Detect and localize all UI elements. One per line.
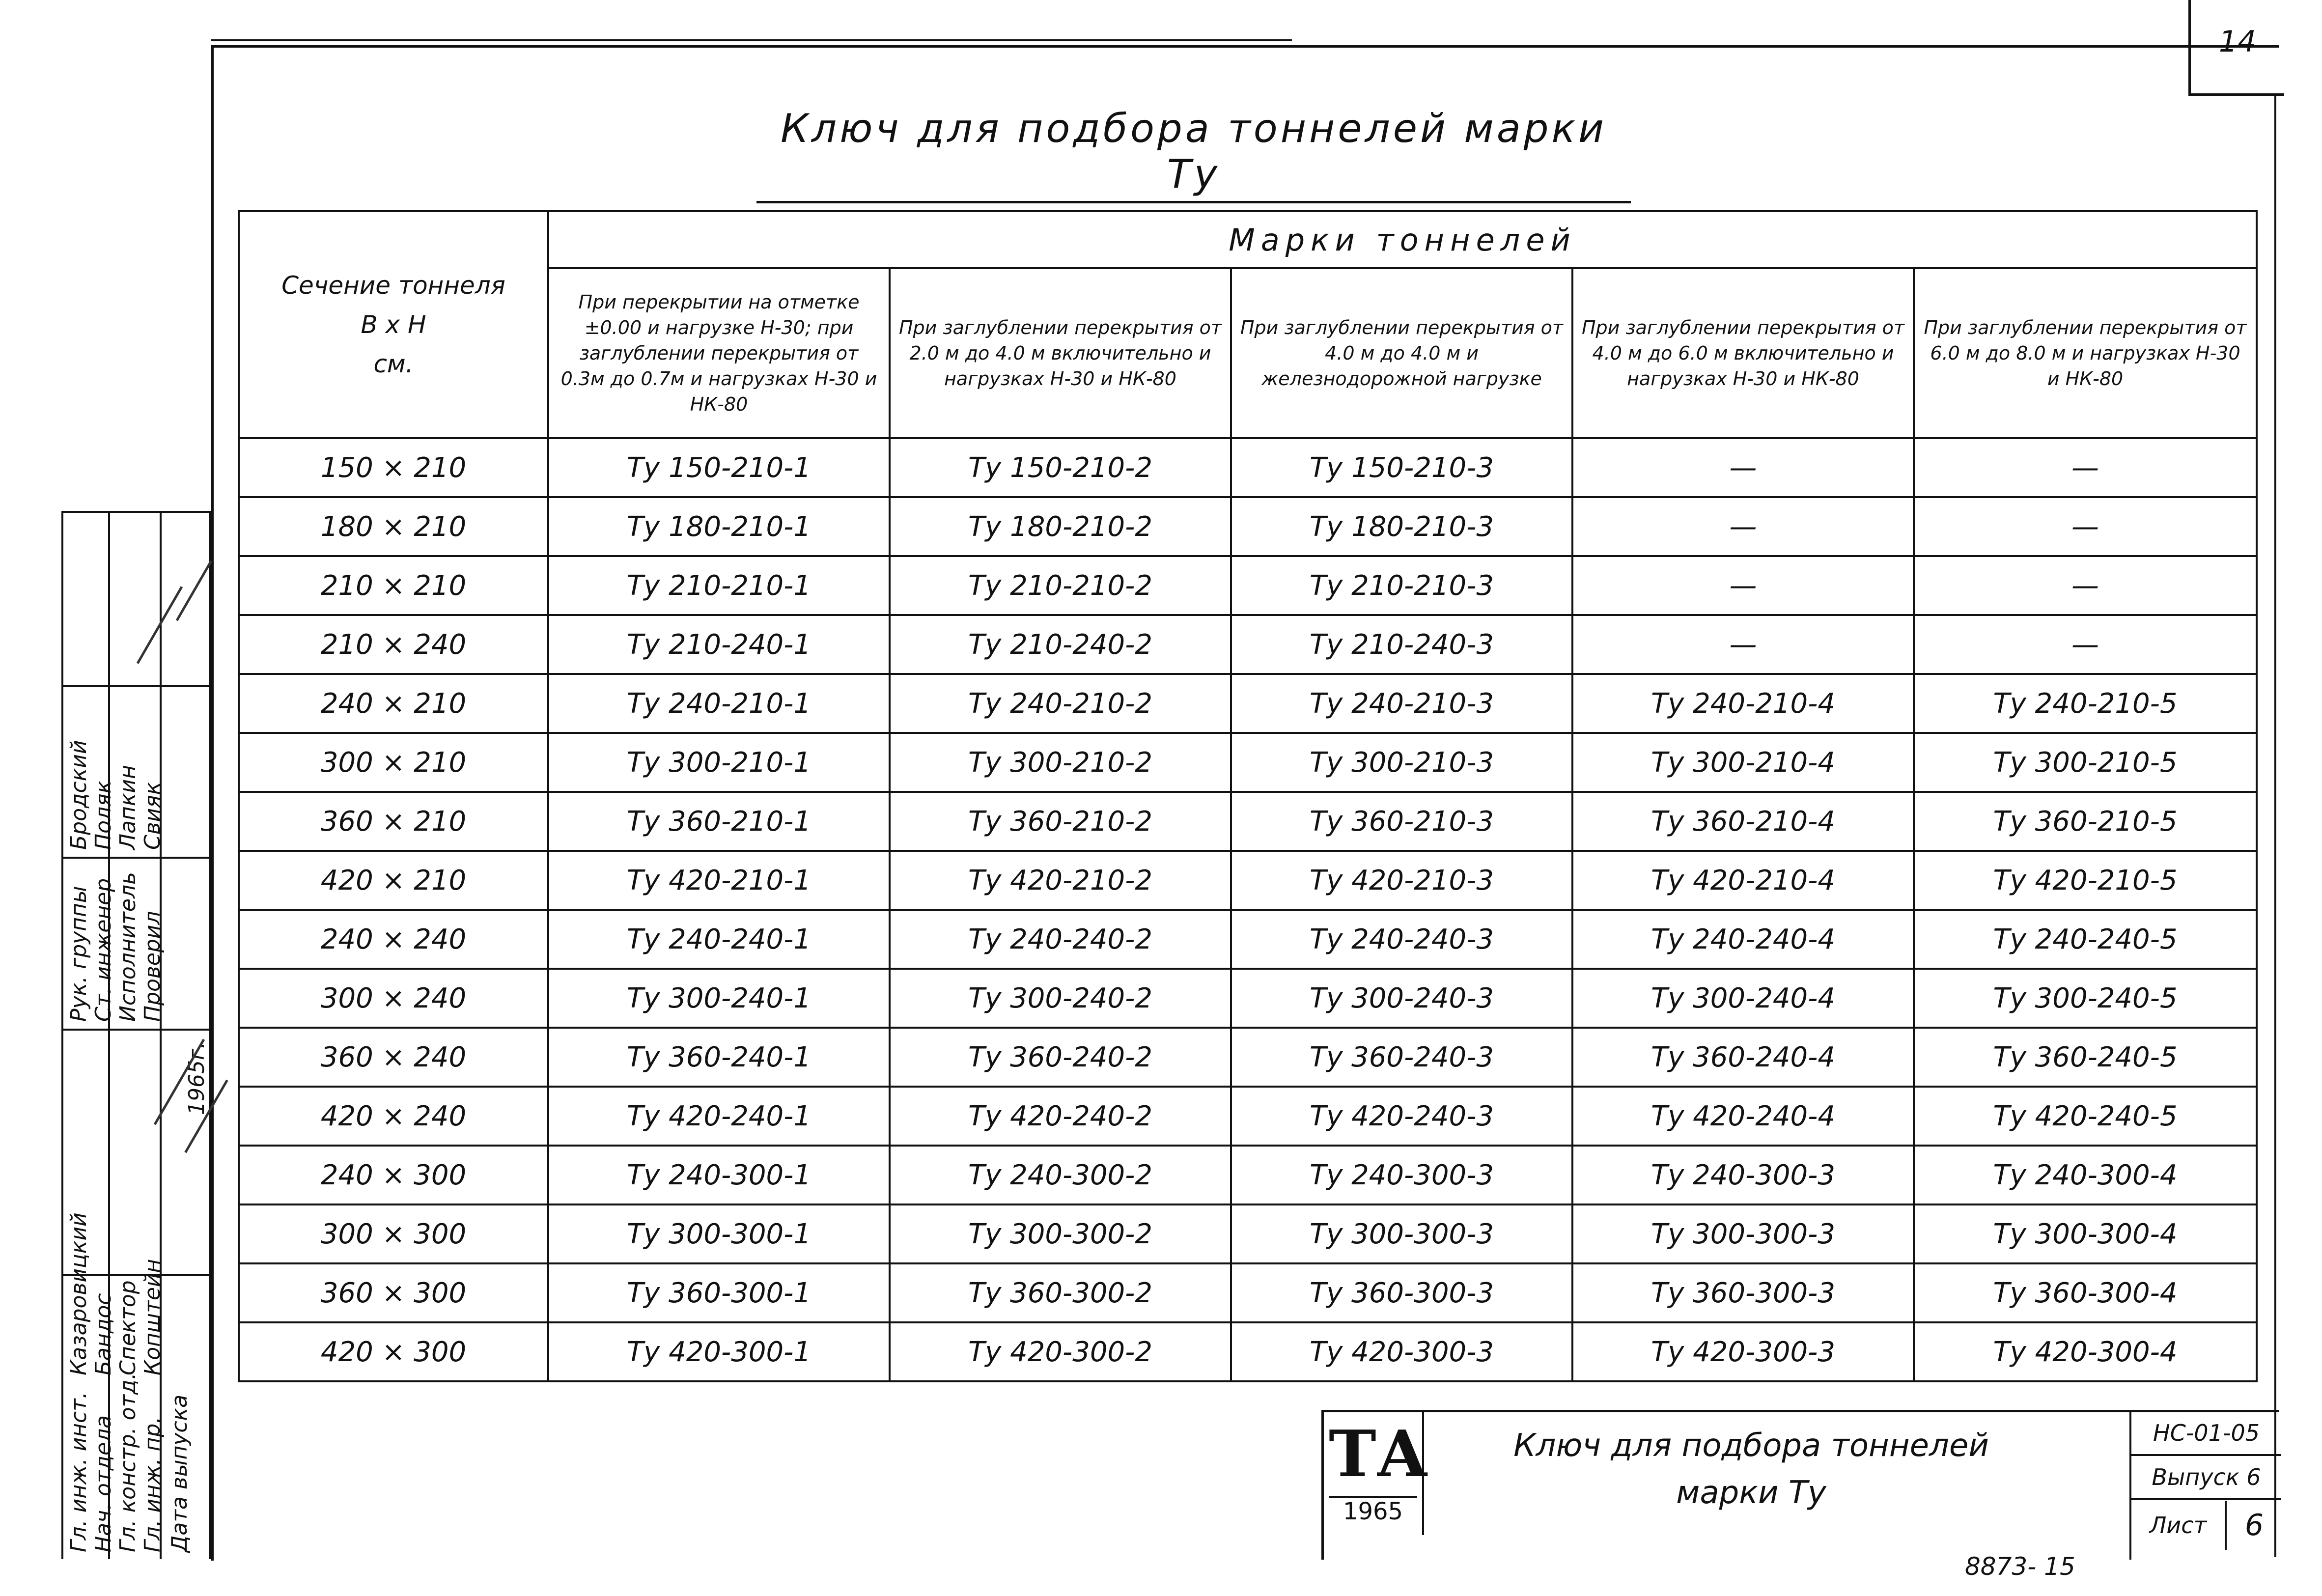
tunnel-mark-cell: Ту 360-210-3 [1231, 792, 1572, 851]
sidebar-date-label: Дата выпуска [167, 1394, 192, 1552]
section-size-cell: 210 × 210 [239, 556, 548, 615]
title-block [1321, 1410, 2279, 1560]
sidebar-row-line [61, 857, 211, 859]
sidebar-name-5: Казаровицкий [66, 1212, 91, 1375]
table-row [239, 556, 2257, 615]
tunnel-mark-cell: — [1914, 556, 2257, 615]
tunnel-mark-cell: Ту 210-240-2 [890, 615, 1231, 674]
tunnel-mark-cell: — [1572, 615, 1914, 674]
section-size-cell: 300 × 240 [239, 969, 548, 1028]
tunnel-mark-cell: Ту 300-210-5 [1914, 733, 2257, 792]
tunnel-mark-cell: Ту 210-240-1 [548, 615, 890, 674]
tunnel-mark-cell: Ту 240-210-1 [548, 674, 890, 733]
table-row [239, 1087, 2257, 1146]
section-size-cell: 180 × 210 [239, 497, 548, 556]
tunnel-mark-cell: Ту 240-240-3 [1231, 910, 1572, 969]
tunnel-mark-cell: Ту 360-210-1 [548, 792, 890, 851]
table-row [239, 792, 2257, 851]
institute-logo [1324, 1412, 1428, 1535]
section-size-cell: 360 × 240 [239, 1028, 548, 1087]
tunnel-mark-cell: Ту 210-210-1 [548, 556, 890, 615]
sidebar-role-5: Гл. инж. инст. [66, 1392, 91, 1552]
tunnel-mark-cell: — [1914, 497, 2257, 556]
sidebar-role-8: Гл. инж. пр. [140, 1416, 165, 1552]
tunnel-mark-cell: Ту 240-300-1 [548, 1146, 890, 1204]
sidebar-name-7: Спектор [115, 1280, 140, 1375]
tunnel-mark-cell: Ту 240-240-4 [1572, 910, 1914, 969]
tunnel-mark-cell: Ту 240-300-3 [1572, 1146, 1914, 1204]
tunnel-mark-cell: Ту 360-240-3 [1231, 1028, 1572, 1087]
section-size-cell: 420 × 300 [239, 1322, 548, 1381]
title-block-title-line2: марки Ту [1676, 1475, 1826, 1511]
tunnel-mark-cell: Ту 300-240-2 [890, 969, 1231, 1028]
tunnel-mark-cell: Ту 240-210-5 [1914, 674, 2257, 733]
col-header-mark-1: При перекрытии на отметке ±0.00 и нагрузке Н-30; при заглублении перекрытия от 0.3м до 0.7м и нагрузках Н-30 и НК-80 [548, 268, 890, 438]
sidebar-name-1: Бродский [66, 740, 91, 850]
tunnel-mark-cell: Ту 300-300-2 [890, 1204, 1231, 1263]
tunnel-mark-cell: Ту 300-210-1 [548, 733, 890, 792]
issue-number: Выпуск 6 [2131, 1456, 2281, 1500]
sidebar-name-6: Бандос [91, 1293, 116, 1375]
tunnel-mark-cell: Ту 420-240-5 [1914, 1087, 2257, 1146]
section-size-cell: 150 × 210 [239, 438, 548, 497]
sidebar-row-line [61, 685, 211, 687]
footer-number: 8873- 15 [1965, 1552, 2075, 1581]
tunnel-mark-cell: — [1572, 438, 1914, 497]
tunnel-mark-cell: Ту 300-240-4 [1572, 969, 1914, 1028]
logo-mark: ТА [1329, 1416, 1428, 1491]
table-row [239, 1322, 2257, 1381]
table-row [239, 438, 2257, 497]
table-row [239, 1204, 2257, 1263]
tunnel-mark-cell: Ту 420-210-2 [890, 851, 1231, 910]
table-row [239, 1263, 2257, 1322]
tunnel-mark-cell: Ту 300-300-3 [1231, 1204, 1572, 1263]
tunnel-mark-cell: Ту 360-300-2 [890, 1263, 1231, 1322]
table-row [239, 1028, 2257, 1087]
sidebar-col-line [160, 513, 162, 1559]
tunnel-mark-cell: Ту 300-300-1 [548, 1204, 890, 1263]
tunnel-mark-cell: Ту 300-240-1 [548, 969, 890, 1028]
sidebar-name-8: Копштейн [140, 1259, 165, 1375]
tunnel-mark-cell: Ту 360-210-4 [1572, 792, 1914, 851]
col-header-section-line2: В х Н [361, 310, 426, 339]
sheet-value: 6 [2244, 1508, 2264, 1542]
col-header-mark-2: При заглублении перекрытия от 2.0 м до 4.0 м включительно и нагрузках Н-30 и НК-80 [890, 268, 1231, 438]
section-size-cell: 420 × 240 [239, 1087, 548, 1146]
tunnel-mark-cell: Ту 180-210-1 [548, 497, 890, 556]
tunnel-mark-cell: Ту 240-210-4 [1572, 674, 1914, 733]
tunnel-mark-cell: Ту 210-240-3 [1231, 615, 1572, 674]
table-row [239, 851, 2257, 910]
table-row [239, 497, 2257, 556]
sidebar-col-line [61, 513, 63, 1559]
tunnel-mark-cell: Ту 150-210-1 [548, 438, 890, 497]
tunnel-mark-cell: Ту 420-240-4 [1572, 1087, 1914, 1146]
section-size-cell: 240 × 300 [239, 1146, 548, 1204]
tunnel-mark-cell: Ту 210-210-2 [890, 556, 1231, 615]
section-size-cell: 420 × 210 [239, 851, 548, 910]
sidebar-name-2: Поляк [91, 780, 116, 850]
tunnel-mark-cell: Ту 300-240-5 [1914, 969, 2257, 1028]
tunnel-mark-cell: Ту 240-240-2 [890, 910, 1231, 969]
header-row-group [239, 211, 2257, 268]
tunnel-mark-cell: Ту 300-300-4 [1914, 1204, 2257, 1263]
tunnel-mark-cell: Ту 150-210-2 [890, 438, 1231, 497]
table-row [239, 969, 2257, 1028]
sidebar-role-4: Проверил [140, 911, 165, 1022]
sidebar-role-6: Нач. отдела [91, 1415, 116, 1552]
right-border-line [2274, 93, 2276, 1557]
section-size-cell: 360 × 300 [239, 1263, 548, 1322]
tunnel-mark-cell: Ту 240-240-5 [1914, 910, 2257, 969]
tunnel-mark-cell: Ту 300-210-4 [1572, 733, 1914, 792]
tunnel-mark-cell: Ту 360-300-1 [548, 1263, 890, 1322]
sheet-number-box: 14 [2188, 0, 2284, 96]
sidebar-role-3: Исполнитель [115, 871, 140, 1022]
section-size-cell: 300 × 300 [239, 1204, 548, 1263]
table-row [239, 674, 2257, 733]
tunnel-mark-cell: Ту 360-300-3 [1231, 1263, 1572, 1322]
tunnel-mark-cell: Ту 420-300-4 [1914, 1322, 2257, 1381]
tunnel-mark-cell: Ту 240-300-4 [1914, 1146, 2257, 1204]
tunnel-key-table [238, 210, 2258, 1382]
section-size-cell: 240 × 210 [239, 674, 548, 733]
tunnel-mark-cell: Ту 240-210-3 [1231, 674, 1572, 733]
col-header-section-line1: Сечение тоннеля [281, 271, 505, 300]
tunnel-mark-cell: Ту 240-240-1 [548, 910, 890, 969]
tunnel-mark-cell: — [1914, 438, 2257, 497]
tunnel-mark-cell: Ту 360-240-1 [548, 1028, 890, 1087]
col-header-mark-4: При заглублении перекрытия от 4.0 м до 6.0 м включительно и нагрузках Н-30 и НК-80 [1572, 268, 1914, 438]
title-block-title [1437, 1422, 2066, 1516]
tunnel-mark-cell: Ту 360-210-5 [1914, 792, 2257, 851]
tunnel-mark-cell: Ту 420-300-3 [1572, 1322, 1914, 1381]
col-header-mark-5: При заглублении перекрытия от 6.0 м до 8.0 м и нагрузках Н-30 и НК-80 [1914, 268, 2257, 438]
tunnel-mark-cell: Ту 180-210-3 [1231, 497, 1572, 556]
tunnel-mark-cell: Ту 180-210-2 [890, 497, 1231, 556]
page-title: Ключ для подбора тоннелей марки Ту [756, 106, 1631, 203]
sidebar-row-line [61, 1029, 211, 1031]
tunnel-mark-cell: — [1914, 615, 2257, 674]
tunnel-mark-cell: — [1572, 556, 1914, 615]
tunnel-mark-cell: Ту 300-210-3 [1231, 733, 1572, 792]
tunnel-mark-cell: Ту 360-240-2 [890, 1028, 1231, 1087]
tunnel-mark-cell: Ту 420-300-3 [1231, 1322, 1572, 1381]
document-code: НС-01-05 [2131, 1412, 2281, 1456]
sidebar-col-line [209, 513, 211, 1559]
table-row [239, 615, 2257, 674]
tunnel-mark-cell: Ту 360-300-3 [1572, 1263, 1914, 1322]
tunnel-mark-cell: Ту 420-240-1 [548, 1087, 890, 1146]
tunnel-mark-cell: Ту 420-240-3 [1231, 1087, 1572, 1146]
sidebar-name-4: Свияк [140, 782, 165, 850]
col-header-section-line3: см. [373, 350, 414, 378]
table-row [239, 910, 2257, 969]
tunnel-mark-cell: Ту 360-210-2 [890, 792, 1231, 851]
tunnel-mark-cell: Ту 240-210-2 [890, 674, 1231, 733]
tunnel-mark-cell: Ту 420-240-2 [890, 1087, 1231, 1146]
col-header-mark-3: При заглублении перекрытия от 4.0 м до 4.0 м и железнодорожной нагрузке [1231, 268, 1572, 438]
col-header-section [239, 211, 548, 438]
tunnel-mark-cell: Ту 360-240-4 [1572, 1028, 1914, 1087]
title-block-title-line1: Ключ для подбора тоннелей [1513, 1428, 1989, 1464]
tunnel-mark-cell: Ту 360-300-4 [1914, 1263, 2257, 1322]
tunnel-mark-cell: Ту 420-300-1 [548, 1322, 890, 1381]
sidebar-role-1: Рук. группы [66, 886, 91, 1022]
tunnel-mark-cell: Ту 240-300-3 [1231, 1146, 1572, 1204]
tunnel-mark-cell: Ту 420-300-2 [890, 1322, 1231, 1381]
section-size-cell: 300 × 210 [239, 733, 548, 792]
tunnel-mark-cell: Ту 420-210-1 [548, 851, 890, 910]
tunnel-mark-cell: Ту 210-210-3 [1231, 556, 1572, 615]
section-size-cell: 360 × 210 [239, 792, 548, 851]
table-body [239, 438, 2257, 1381]
tunnel-mark-cell: Ту 150-210-3 [1231, 438, 1572, 497]
section-size-cell: 240 × 240 [239, 910, 548, 969]
table-row [239, 733, 2257, 792]
tunnel-mark-cell: Ту 420-210-5 [1914, 851, 2257, 910]
tunnel-mark-cell: — [1572, 497, 1914, 556]
tunnel-mark-cell: Ту 240-300-2 [890, 1146, 1231, 1204]
sidebar-col-line [108, 513, 110, 1559]
tunnel-mark-cell: Ту 300-240-3 [1231, 969, 1572, 1028]
tunnel-mark-cell: Ту 360-240-5 [1914, 1028, 2257, 1087]
col-header-group: Марки тоннелей [548, 211, 2257, 268]
tunnel-mark-cell: Ту 300-210-2 [890, 733, 1231, 792]
tunnel-mark-cell: Ту 420-210-4 [1572, 851, 1914, 910]
table-row [239, 1146, 2257, 1204]
sidebar-date-value: 1965г. [184, 1041, 209, 1115]
sidebar-role-7: Гл. констр. отд. [115, 1372, 140, 1552]
sheet-label: Лист [2131, 1501, 2227, 1550]
signature-sidebar [61, 511, 211, 1557]
sidebar-name-3: Лапкин [115, 765, 140, 850]
tunnel-mark-cell: Ту 420-210-3 [1231, 851, 1572, 910]
title-block-codes [2129, 1412, 2281, 1560]
section-size-cell: 210 × 240 [239, 615, 548, 674]
top-border-line [211, 39, 1292, 41]
logo-year: 1965 [1329, 1496, 1417, 1525]
tunnel-mark-cell: Ту 300-300-3 [1572, 1204, 1914, 1263]
sidebar-role-2: Ст. инженер [91, 878, 116, 1022]
